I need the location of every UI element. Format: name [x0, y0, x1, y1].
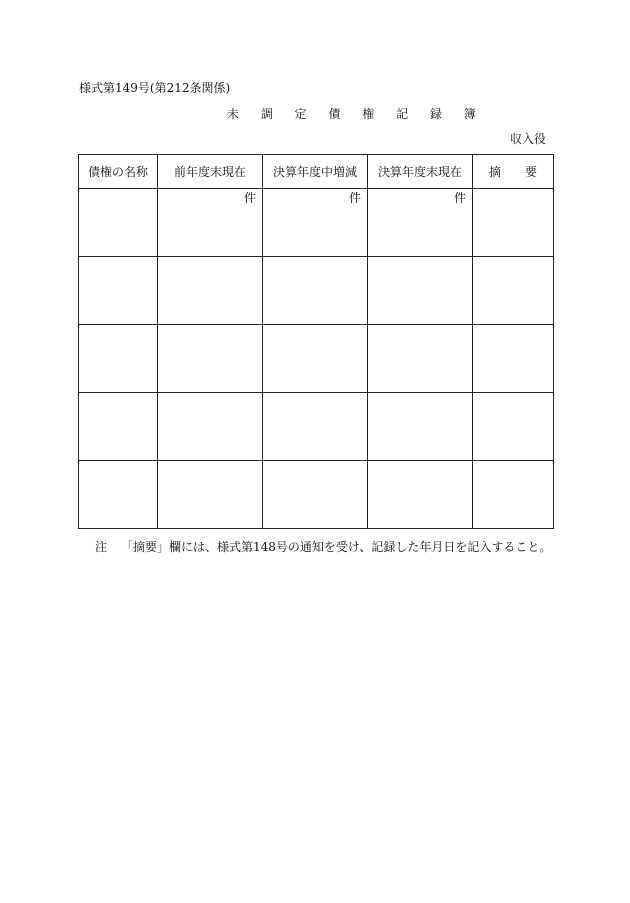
prior-year-end-cell [158, 393, 263, 461]
prior-year-end-cell [158, 189, 263, 257]
remarks-cell [473, 257, 554, 325]
settlement-year-end-cell [368, 257, 473, 325]
claim-name-cell [79, 461, 158, 529]
ledger-table [78, 154, 554, 529]
prior-year-end-cell [158, 325, 263, 393]
settlement-year-end-cell [368, 393, 473, 461]
column-header-settlement-year-change: 決算年度中増減 [263, 155, 368, 189]
settlement-year-change-cell [263, 325, 368, 393]
settlement-year-change-cell [263, 189, 368, 257]
footnote [95, 539, 551, 555]
settlement-year-end-cell [368, 461, 473, 529]
remarks-cell [473, 461, 554, 529]
header-row [79, 155, 554, 189]
prior-year-end-cell [158, 257, 263, 325]
unit-label: 件 [453, 191, 466, 205]
unit-label: 件 [243, 191, 256, 205]
table-row [79, 189, 554, 257]
settlement-year-end-cell [368, 325, 473, 393]
settlement-year-end-cell [368, 189, 473, 257]
document-title: 未 調 定 債 権 記 録 簿 [227, 107, 485, 121]
office-label: 収入役 [509, 132, 546, 146]
settlement-year-change-cell [263, 393, 368, 461]
table-row [79, 257, 554, 325]
column-header-claim-name: 債権の名称 [79, 155, 158, 189]
settlement-year-change-cell [263, 461, 368, 529]
remarks-cell [473, 189, 554, 257]
column-header-prior-year-end: 前年度末現在 [158, 155, 263, 189]
claim-name-cell [79, 325, 158, 393]
remarks-cell [473, 393, 554, 461]
table-row [79, 325, 554, 393]
remarks-cell [473, 325, 554, 393]
table-row [79, 461, 554, 529]
claim-name-cell [79, 257, 158, 325]
column-header-settlement-year-end: 決算年度末現在 [368, 155, 473, 189]
unit-label: 件 [348, 191, 361, 205]
settlement-year-change-cell [263, 257, 368, 325]
table-row [79, 393, 554, 461]
footnote-mark: 注 [95, 540, 108, 554]
column-header-remarks: 摘 要 [473, 155, 554, 189]
form-number: 様式第149号(第212条関係) [79, 81, 231, 95]
claim-name-cell [79, 189, 158, 257]
claim-name-cell [79, 393, 158, 461]
prior-year-end-cell [158, 461, 263, 529]
footnote-text: 「摘要」欄には、様式第148号の通知を受け、記録した年月日を記入すること。 [121, 540, 552, 554]
